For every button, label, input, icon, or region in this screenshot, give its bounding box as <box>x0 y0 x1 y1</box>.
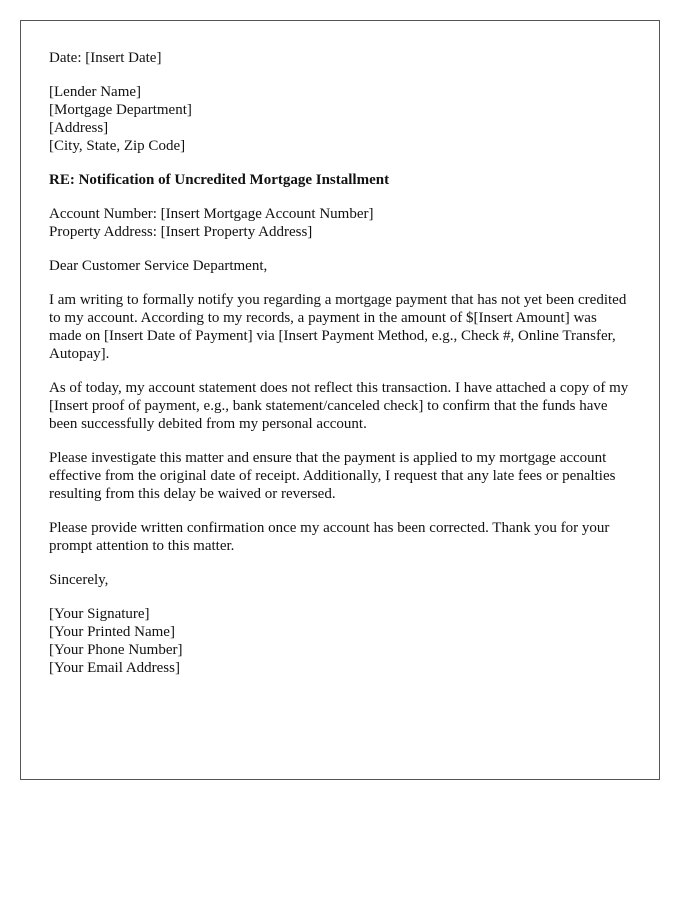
recipient-block <box>49 83 631 155</box>
subject-block <box>49 171 631 189</box>
mortgage-department: [Mortgage Department] <box>49 102 192 118</box>
recipient-address: [Address] <box>49 120 109 136</box>
signature-placeholder: [Your Signature] <box>49 606 150 622</box>
salutation: Dear Customer Service Department, <box>49 258 268 274</box>
body-paragraph-3: Please investigate this matter and ensure that the payment is applied to my mortgage account effective from the original date of receipt. Additionally, I request that any late fees or penalties resulting from this delay be waived or reversed. <box>49 450 616 502</box>
date-block <box>49 49 631 67</box>
letter-page <box>20 20 660 780</box>
phone-number: [Your Phone Number] <box>49 642 183 658</box>
recipient-city-state-zip: [City, State, Zip Code] <box>49 138 186 154</box>
body-paragraph-2: As of today, my account statement does not reflect this transaction. I have attached a copy of my [Insert proof of payment, e.g., bank statement/canceled check] to confirm that the funds have been successfully debited from my personal account. <box>49 380 629 432</box>
lender-name: [Lender Name] <box>49 84 142 100</box>
date-line: Date: [Insert Date] <box>49 50 162 66</box>
account-block <box>49 205 631 241</box>
closing: Sincerely, <box>49 572 109 588</box>
printed-name: [Your Printed Name] <box>49 624 175 640</box>
signature-block <box>49 605 631 677</box>
closing-block <box>49 571 631 589</box>
salutation-block <box>49 257 631 275</box>
body-paragraph-1: I am writing to formally notify you regarding a mortgage payment that has not yet been credited to my account. According to my records, a payment in the amount of $[Insert Amount] was made on [Insert Date of Payment] via [Insert Payment Method, e.g., Check #, Online Transfer, Autopay]. <box>49 292 627 362</box>
property-address-line: Property Address: [Insert Property Address] <box>49 224 313 240</box>
email-address: [Your Email Address] <box>49 660 180 676</box>
body-paragraph-4: Please provide written confirmation once my account has been corrected. Thank you for your prompt attention to this matter. <box>49 520 610 554</box>
subject-line: RE: Notification of Uncredited Mortgage Installment <box>49 172 390 188</box>
account-number-line: Account Number: [Insert Mortgage Account Number] <box>49 206 374 222</box>
